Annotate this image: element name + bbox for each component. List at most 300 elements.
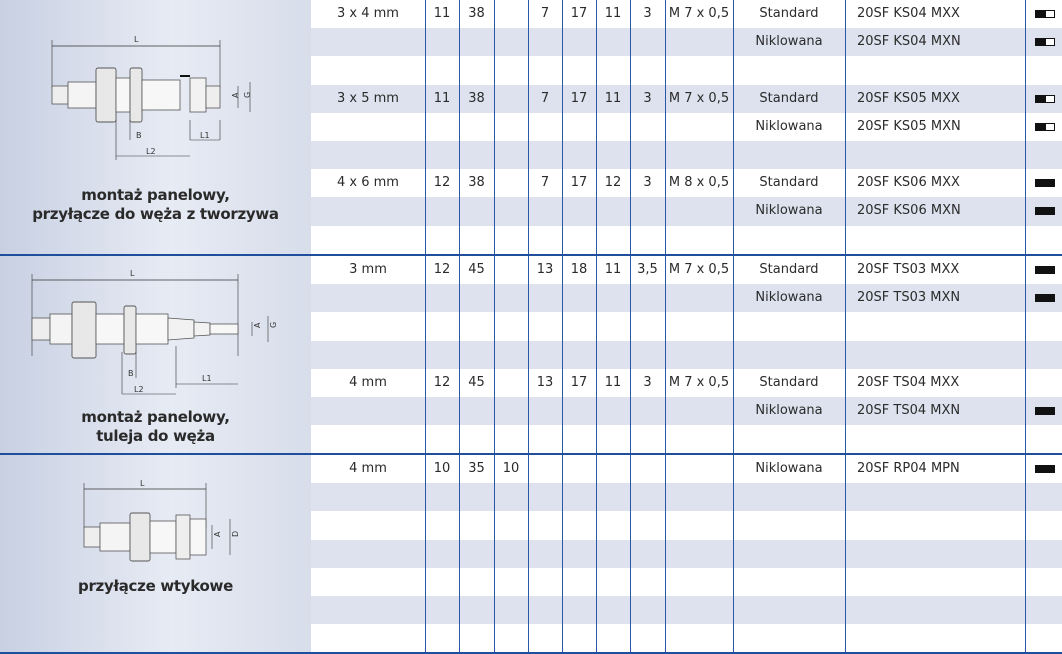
cell-d6 — [596, 397, 630, 425]
cell-d6 — [596, 284, 630, 312]
table-row — [311, 284, 1062, 312]
column-divider — [494, 256, 495, 453]
cell-d2 — [459, 197, 494, 225]
cell-d5 — [562, 197, 596, 225]
availability-full-icon — [1035, 294, 1055, 302]
cell-d4 — [528, 28, 562, 56]
availability-cell — [1025, 596, 1062, 624]
cell-thread — [665, 312, 733, 340]
svg-text:B: B — [128, 369, 134, 378]
svg-text:L1: L1 — [200, 131, 210, 140]
svg-text:L: L — [140, 479, 145, 488]
cell-size — [311, 397, 425, 425]
table-row — [311, 226, 1062, 254]
cell-d6 — [596, 455, 630, 483]
cell-d3 — [494, 568, 528, 596]
cell-size — [311, 56, 425, 84]
cell-code — [845, 226, 1025, 254]
cell-d3 — [494, 0, 528, 28]
cell-thread — [665, 568, 733, 596]
availability-cell — [1025, 284, 1062, 312]
cell-d4 — [528, 56, 562, 84]
cell-d4 — [528, 226, 562, 254]
cell-d4 — [528, 624, 562, 652]
column-divider — [425, 256, 426, 453]
cell-d7 — [630, 397, 665, 425]
cell-d3 — [494, 169, 528, 197]
cell-d4 — [528, 341, 562, 369]
cell-d1 — [425, 141, 459, 169]
cell-thread — [665, 540, 733, 568]
coupling-drawing-panel-mount-hose — [40, 28, 280, 163]
cell-d4 — [528, 141, 562, 169]
cell-d2: 35 — [468, 461, 485, 476]
svg-text:A: A — [231, 92, 240, 98]
column-divider — [528, 0, 529, 254]
cell-code: 20SF TS03 MXN — [857, 290, 961, 306]
cell-d2 — [459, 596, 494, 624]
cell-finish: Standard — [759, 262, 819, 277]
cell-d3 — [494, 341, 528, 369]
cell-d7 — [630, 312, 665, 340]
availability-partial-icon — [1035, 10, 1055, 18]
cell-d4 — [528, 455, 562, 483]
availability-full-icon — [1035, 465, 1055, 473]
column-divider — [1025, 0, 1026, 254]
cell-d2 — [459, 624, 494, 652]
cell-d4 — [528, 284, 562, 312]
cell-size — [311, 596, 425, 624]
cell-thread — [665, 511, 733, 539]
cell-thread — [665, 596, 733, 624]
group-image-panel — [0, 455, 311, 652]
cell-d7 — [630, 596, 665, 624]
cell-d2 — [459, 56, 494, 84]
column-divider — [630, 0, 631, 254]
cell-d5 — [562, 56, 596, 84]
cell-d6 — [596, 425, 630, 453]
cell-finish: Niklowana — [755, 402, 823, 418]
table-row — [311, 455, 1062, 483]
availability-cell — [1025, 226, 1062, 254]
cell-d4: 7 — [540, 6, 550, 21]
availability-cell — [1025, 511, 1062, 539]
column-divider — [596, 0, 597, 254]
caption-line: przyłącze wtykowe — [78, 577, 233, 595]
table-row — [311, 56, 1062, 84]
cell-d3 — [494, 28, 528, 56]
table-row — [311, 197, 1062, 225]
table-row — [311, 341, 1062, 369]
coupling-drawing-hose-barb — [24, 266, 286, 398]
cell-size: 4 mm — [349, 461, 387, 476]
cell-d2 — [459, 284, 494, 312]
cell-d1 — [425, 568, 459, 596]
cell-d1: 11 — [433, 6, 451, 21]
cell-d6 — [596, 28, 630, 56]
cell-code: 20SF RP04 MPN — [857, 461, 960, 476]
cell-code: 20SF TS04 MXX — [857, 374, 960, 390]
cell-d6: 11 — [604, 6, 622, 21]
cell-d1 — [425, 540, 459, 568]
cell-d2 — [459, 28, 494, 56]
cell-d7: 3,5 — [637, 262, 658, 277]
cell-finish — [733, 226, 845, 254]
column-divider — [562, 455, 563, 652]
cell-finish — [733, 141, 845, 169]
cell-d2 — [459, 113, 494, 141]
cell-thread: M 8 x 0,5 — [668, 175, 730, 191]
cell-d3 — [494, 197, 528, 225]
cell-finish — [733, 540, 845, 568]
cell-finish — [733, 483, 845, 511]
cell-d7 — [630, 226, 665, 254]
cell-d1 — [425, 312, 459, 340]
cell-code: 20SF TS03 MXX — [857, 262, 960, 277]
cell-finish: Standard — [759, 90, 819, 106]
column-divider — [459, 0, 460, 254]
availability-cell — [1025, 113, 1062, 141]
cell-code — [845, 56, 1025, 84]
cell-finish — [733, 596, 845, 624]
cell-d6 — [596, 312, 630, 340]
group-caption — [0, 408, 311, 446]
cell-size — [311, 284, 425, 312]
cell-d5 — [562, 568, 596, 596]
cell-d1 — [425, 113, 459, 141]
cell-d7 — [630, 56, 665, 84]
cell-d3 — [494, 284, 528, 312]
svg-text:A: A — [253, 322, 262, 328]
cell-d3 — [494, 141, 528, 169]
cell-size — [311, 28, 425, 56]
availability-cell — [1025, 369, 1062, 397]
cell-d6 — [596, 341, 630, 369]
svg-text:L2: L2 — [134, 385, 144, 394]
cell-d7 — [630, 455, 665, 483]
table-row — [311, 596, 1062, 624]
svg-text:D: D — [231, 530, 240, 537]
availability-full-icon — [1035, 179, 1055, 187]
cell-size — [311, 226, 425, 254]
cell-d3 — [494, 596, 528, 624]
cell-d4 — [528, 483, 562, 511]
availability-full-icon — [1035, 266, 1055, 274]
column-divider — [845, 0, 846, 254]
cell-d7 — [630, 284, 665, 312]
cell-d1: 12 — [433, 374, 451, 390]
cell-d2: 45 — [468, 262, 485, 277]
cell-thread: M 7 x 0,5 — [668, 90, 730, 106]
table-row — [311, 28, 1062, 56]
column-divider — [665, 455, 666, 652]
cell-d2: 45 — [468, 374, 485, 390]
svg-text:L1: L1 — [202, 374, 212, 383]
cell-size — [311, 624, 425, 652]
table-row — [311, 397, 1062, 425]
cell-finish: Niklowana — [755, 34, 823, 50]
cell-size: 3 mm — [349, 262, 387, 277]
cell-d5: 18 — [570, 262, 588, 277]
column-divider — [425, 455, 426, 652]
svg-text:B: B — [136, 131, 142, 140]
product-group-panel-mount-plastic-hose — [0, 0, 1062, 254]
column-divider — [845, 455, 846, 652]
group-image-panel — [0, 0, 311, 254]
column-divider — [733, 256, 734, 453]
availability-cell — [1025, 312, 1062, 340]
cell-d1 — [425, 624, 459, 652]
cell-finish: Standard — [759, 6, 819, 21]
cell-d3 — [494, 425, 528, 453]
table-row — [311, 141, 1062, 169]
cell-d3 — [494, 85, 528, 113]
table-row — [311, 511, 1062, 539]
product-group-push-in-connector — [0, 455, 1062, 652]
cell-d7 — [630, 425, 665, 453]
cell-d4 — [528, 312, 562, 340]
cell-d6 — [596, 197, 630, 225]
cell-d7 — [630, 197, 665, 225]
cell-d1 — [425, 596, 459, 624]
cell-size: 4 mm — [349, 374, 387, 390]
cell-d3 — [494, 397, 528, 425]
cell-thread — [665, 113, 733, 141]
table-row — [311, 425, 1062, 453]
cell-d7: 3 — [643, 6, 652, 21]
cell-d7 — [630, 540, 665, 568]
cell-d5 — [562, 226, 596, 254]
cell-code: 20SF TS04 MXN — [857, 402, 961, 418]
cell-size: 4 x 6 mm — [337, 175, 399, 191]
cell-code: 20SF KS06 MXN — [857, 203, 961, 219]
availability-cell — [1025, 455, 1062, 483]
column-divider — [459, 455, 460, 652]
cell-d3 — [494, 113, 528, 141]
cell-d1: 10 — [433, 461, 451, 476]
cell-d4: 13 — [536, 374, 554, 390]
column-divider — [596, 455, 597, 652]
cell-d5: 17 — [570, 6, 588, 21]
cell-d6: 11 — [604, 262, 622, 277]
cell-d4 — [528, 511, 562, 539]
table-row — [311, 369, 1062, 397]
cell-d4: 13 — [536, 262, 554, 277]
cell-d2: 38 — [468, 90, 485, 106]
cell-finish: Niklowana — [755, 461, 823, 476]
column-divider — [630, 455, 631, 652]
cell-d7: 3 — [643, 90, 652, 106]
cell-d1 — [425, 425, 459, 453]
cell-d6 — [596, 568, 630, 596]
cell-thread — [665, 141, 733, 169]
cell-d6 — [596, 141, 630, 169]
cell-code — [845, 540, 1025, 568]
svg-text:L: L — [134, 35, 139, 44]
cell-d2 — [459, 312, 494, 340]
cell-size — [311, 483, 425, 511]
cell-d5 — [562, 28, 596, 56]
table-row — [311, 540, 1062, 568]
cell-d5: 17 — [570, 90, 588, 106]
availability-cell — [1025, 397, 1062, 425]
cell-d2 — [459, 568, 494, 596]
cell-thread: M 7 x 0,5 — [668, 262, 730, 277]
cell-d4 — [528, 197, 562, 225]
availability-cell — [1025, 256, 1062, 284]
cell-code — [845, 568, 1025, 596]
caption-line: tuleja do węża — [96, 427, 215, 445]
cell-d2 — [459, 425, 494, 453]
cell-finish: Niklowana — [755, 203, 823, 219]
group-caption — [0, 186, 311, 224]
availability-full-icon — [1035, 207, 1055, 215]
cell-thread — [665, 341, 733, 369]
cell-thread — [665, 56, 733, 84]
cell-d1 — [425, 397, 459, 425]
cell-d1: 11 — [433, 90, 451, 106]
column-divider — [494, 0, 495, 254]
cell-d5 — [562, 540, 596, 568]
table-row — [311, 256, 1062, 284]
availability-partial-icon — [1035, 38, 1055, 46]
cell-d1 — [425, 284, 459, 312]
svg-text:G: G — [243, 91, 252, 98]
cell-d3 — [494, 56, 528, 84]
cell-d3 — [494, 624, 528, 652]
cell-d5 — [562, 312, 596, 340]
cell-code: 20SF KS05 MXX — [857, 90, 960, 106]
cell-d6 — [596, 113, 630, 141]
availability-cell — [1025, 624, 1062, 652]
availability-cell — [1025, 141, 1062, 169]
cell-d5 — [562, 624, 596, 652]
svg-text:L: L — [130, 269, 135, 278]
cell-d7 — [630, 28, 665, 56]
cell-code — [845, 624, 1025, 652]
cell-d3: 10 — [502, 461, 520, 476]
coupling-drawing-push-in — [74, 479, 254, 569]
cell-finish — [733, 312, 845, 340]
cell-d6: 11 — [604, 374, 622, 390]
cell-d6: 12 — [604, 175, 622, 191]
cell-thread — [665, 28, 733, 56]
cell-d6 — [596, 226, 630, 254]
cell-d5 — [562, 596, 596, 624]
cell-d3 — [494, 511, 528, 539]
cell-thread — [665, 197, 733, 225]
table-row — [311, 568, 1062, 596]
cell-d6 — [596, 483, 630, 511]
cell-finish — [733, 425, 845, 453]
cell-size — [311, 197, 425, 225]
cell-finish — [733, 568, 845, 596]
cell-d2: 38 — [468, 6, 485, 21]
cell-d6 — [596, 540, 630, 568]
cell-d1: 12 — [433, 175, 451, 191]
column-divider — [425, 0, 426, 254]
cell-d6: 11 — [604, 90, 622, 106]
cell-thread — [665, 284, 733, 312]
cell-finish: Standard — [759, 374, 819, 390]
availability-partial-icon — [1035, 95, 1055, 103]
cell-d1 — [425, 197, 459, 225]
column-divider — [528, 455, 529, 652]
cell-d6 — [596, 596, 630, 624]
caption-line: montaż panelowy, — [81, 408, 230, 426]
column-divider — [665, 0, 666, 254]
cell-d1 — [425, 341, 459, 369]
spec-rows — [311, 256, 1062, 453]
cell-size — [311, 425, 425, 453]
column-divider — [562, 256, 563, 453]
cell-d2 — [459, 397, 494, 425]
cell-d1: 12 — [433, 262, 451, 277]
cell-thread — [665, 483, 733, 511]
cell-d1 — [425, 483, 459, 511]
availability-cell — [1025, 341, 1062, 369]
availability-cell — [1025, 0, 1062, 28]
cell-d5 — [562, 425, 596, 453]
cell-d5: 17 — [570, 374, 588, 390]
column-divider — [733, 0, 734, 254]
availability-cell — [1025, 56, 1062, 84]
cell-size — [311, 511, 425, 539]
product-group-panel-mount-hose-barb — [0, 256, 1062, 453]
availability-cell — [1025, 540, 1062, 568]
cell-d2 — [459, 341, 494, 369]
cell-code — [845, 341, 1025, 369]
column-divider — [845, 256, 846, 453]
cell-thread — [665, 226, 733, 254]
cell-d2 — [459, 141, 494, 169]
cell-d5 — [562, 284, 596, 312]
table-row — [311, 0, 1062, 28]
cell-d7: 3 — [643, 374, 652, 390]
cell-code: 20SF KS04 MXN — [857, 34, 961, 50]
cell-code — [845, 425, 1025, 453]
column-divider — [733, 455, 734, 652]
cell-d5 — [562, 483, 596, 511]
column-divider — [665, 256, 666, 453]
cell-d3 — [494, 226, 528, 254]
cell-d2 — [459, 483, 494, 511]
cell-d5 — [562, 511, 596, 539]
column-divider — [494, 455, 495, 652]
cell-d7 — [630, 624, 665, 652]
cell-d3 — [494, 540, 528, 568]
cell-size — [311, 540, 425, 568]
cell-thread — [665, 425, 733, 453]
cell-d5 — [562, 397, 596, 425]
table-row — [311, 312, 1062, 340]
cell-code: 20SF KS04 MXX — [857, 6, 960, 21]
caption-line: montaż panelowy, — [81, 186, 230, 204]
table-row — [311, 85, 1062, 113]
svg-text:G: G — [269, 321, 278, 328]
cell-d1 — [425, 226, 459, 254]
cell-code: 20SF KS06 MXX — [857, 175, 960, 191]
cell-size — [311, 141, 425, 169]
cell-d4 — [528, 113, 562, 141]
cell-finish — [733, 624, 845, 652]
spec-rows — [311, 455, 1062, 652]
cell-code — [845, 596, 1025, 624]
cell-d2 — [459, 511, 494, 539]
table-row — [311, 624, 1062, 652]
caption-line: przyłącze do węża z tworzywa — [32, 205, 279, 223]
availability-cell — [1025, 85, 1062, 113]
